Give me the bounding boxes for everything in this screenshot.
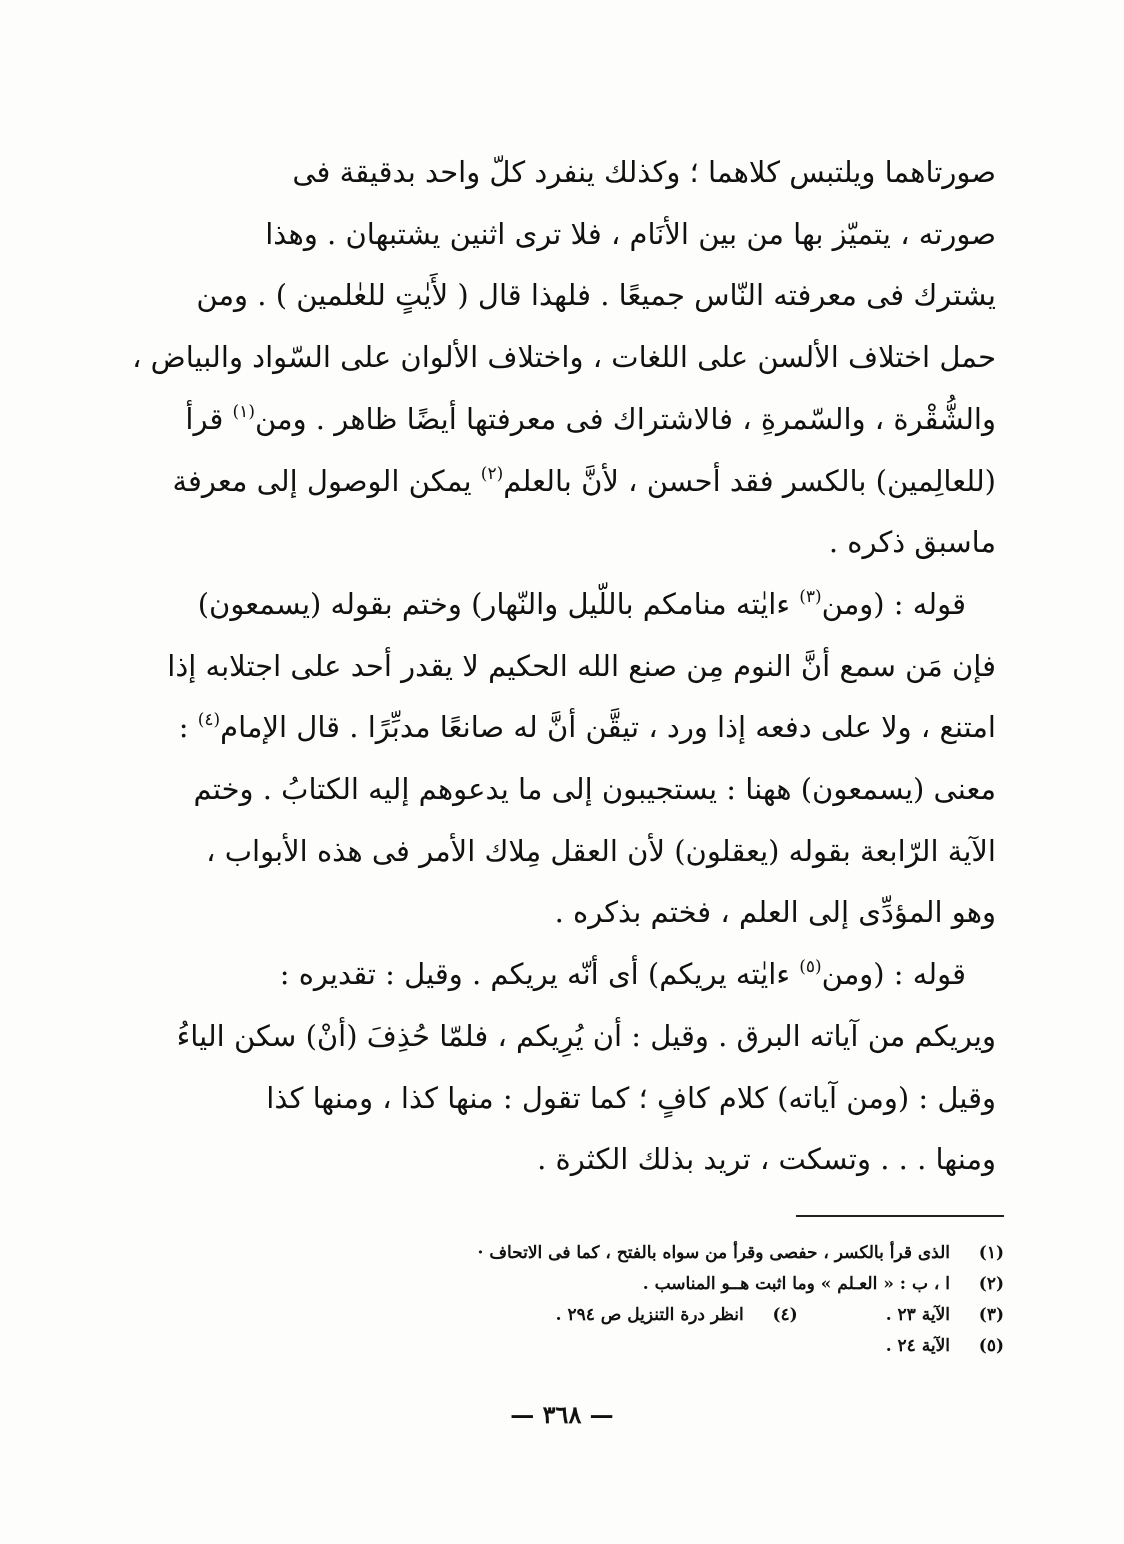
footnote-marker-1: (١): [232, 401, 255, 422]
text-line: قوله : (ومن: [821, 957, 966, 992]
paragraph-1: [126, 142, 996, 574]
footnote-1: [124, 1238, 1004, 1269]
footnote-marker-2: (٢): [480, 463, 504, 484]
text-line: قوله : (ومن: [821, 586, 966, 621]
main-text: [126, 142, 996, 1191]
text-line: امتنع ، ولا على دفعه إذا ورد ، تيقَّن أنَّ له صانعًا مدبِّرًا . قال الإمام: [220, 710, 996, 745]
text-line: ومنها . . . وتسكت ، تريد بذلك الكثرة .: [537, 1142, 996, 1177]
text-line: والشُّقْرة ، والسّمرةِ ، فالاشتراك فى معرفتها أيضًا ظاهر . ومن: [254, 401, 996, 436]
text-line: قرأ: [185, 401, 233, 436]
page-number: — ٣٦٨ —: [510, 1400, 614, 1429]
footnote-3-and-4: [124, 1300, 1004, 1331]
text-line: ماسبق ذكره .: [828, 525, 996, 560]
footnote-marker-5: (٥): [799, 957, 822, 978]
text-line: ءايٰته يريكم) أى أنّه يريكم . وقيل : تقديره :: [279, 957, 800, 992]
footnotes: [124, 1238, 1004, 1362]
footnote-number: (٥): [978, 1336, 1004, 1356]
footnote-marker-4: (٤): [197, 710, 221, 731]
text-line: يشترك فى معرفته النّاس جميعًا . فلهذا قال ( لأَيٰتٍ للعٰلمين ) . ومن: [196, 278, 996, 313]
footnote-separator: [796, 1215, 1004, 1217]
footnote-number: (٤): [772, 1305, 798, 1325]
text-line: ويريكم من آياته البرق . وقيل : أن يُرِيكم ، فلمّا حُذِفَ (أنْ) سكن الياءُ: [176, 1018, 996, 1053]
footnote-text: الآية ٢٣ .: [885, 1305, 950, 1325]
text-line: وقيل : (ومن آياته) كلام كافٍ ؛ كما تقول : منها كذا ، ومنها كذا: [266, 1080, 996, 1115]
footnote-number: (٣): [978, 1305, 1004, 1325]
footnote-text: الآية ٢٤ .: [885, 1336, 950, 1356]
footnote-number: (٢): [978, 1274, 1004, 1294]
text-line: يمكن الوصول إلى معرفة: [172, 463, 481, 498]
footnote-marker-3: (٣): [799, 586, 822, 607]
footnote-text: ا ، ب : « العـلم » وما اثبت هــو المناسب .: [642, 1274, 950, 1294]
text-line: وهو المؤدِّى إلى العلم ، فختم بذكره .: [554, 895, 996, 930]
text-line: (للعالِمين) بالكسر فقد أحسن ، لأنَّ بالعلم: [503, 463, 996, 498]
footnote-5: [124, 1331, 1004, 1362]
text-line: حمل اختلاف الألسن على اللغات ، واختلاف الألوان على السّواد والبياض ،: [132, 340, 996, 375]
footnote-text: انظر درة التنزيل ص ٢٩٤ .: [555, 1305, 744, 1325]
footnote-2: [124, 1269, 1004, 1300]
footnote-text: الذى قرأ بالكسر ، حفصى وقرأ من سواه بالفتح ، كما فى الاتحاف ·: [477, 1243, 950, 1263]
text-line: صورته ، يتميّز بها من بين الأنَام ، فلا ترى اثنين يشتبهان . وهذا: [265, 216, 996, 251]
text-line: معنى (يسمعون) ههنا : يستجيبون إلى ما يدعوهم إليه الكتابُ . وختم: [193, 772, 996, 807]
paragraph-3: [126, 944, 996, 1191]
text-line: :: [178, 710, 198, 745]
text-line: فإن مَن سمع أنَّ النوم مِن صنع الله الحكيم لا يقدر أحد على اجتلابه إذا: [167, 648, 996, 683]
paragraph-2: [126, 574, 996, 944]
footnote-number: (١): [978, 1243, 1004, 1263]
text-line: الآية الرّابعة بقوله (يعقلون) لأن العقل مِلاك الأمر فى هذه الأبواب ،: [206, 833, 996, 868]
text-line: صورتاهما ويلتبس كلاهما ؛ وكذلك ينفرد كلّ واحد بدقيقة فى: [292, 155, 996, 189]
text-line: ءايٰته منامكم باللّيل والنّهار) وختم بقوله (يسمعون): [197, 586, 800, 621]
